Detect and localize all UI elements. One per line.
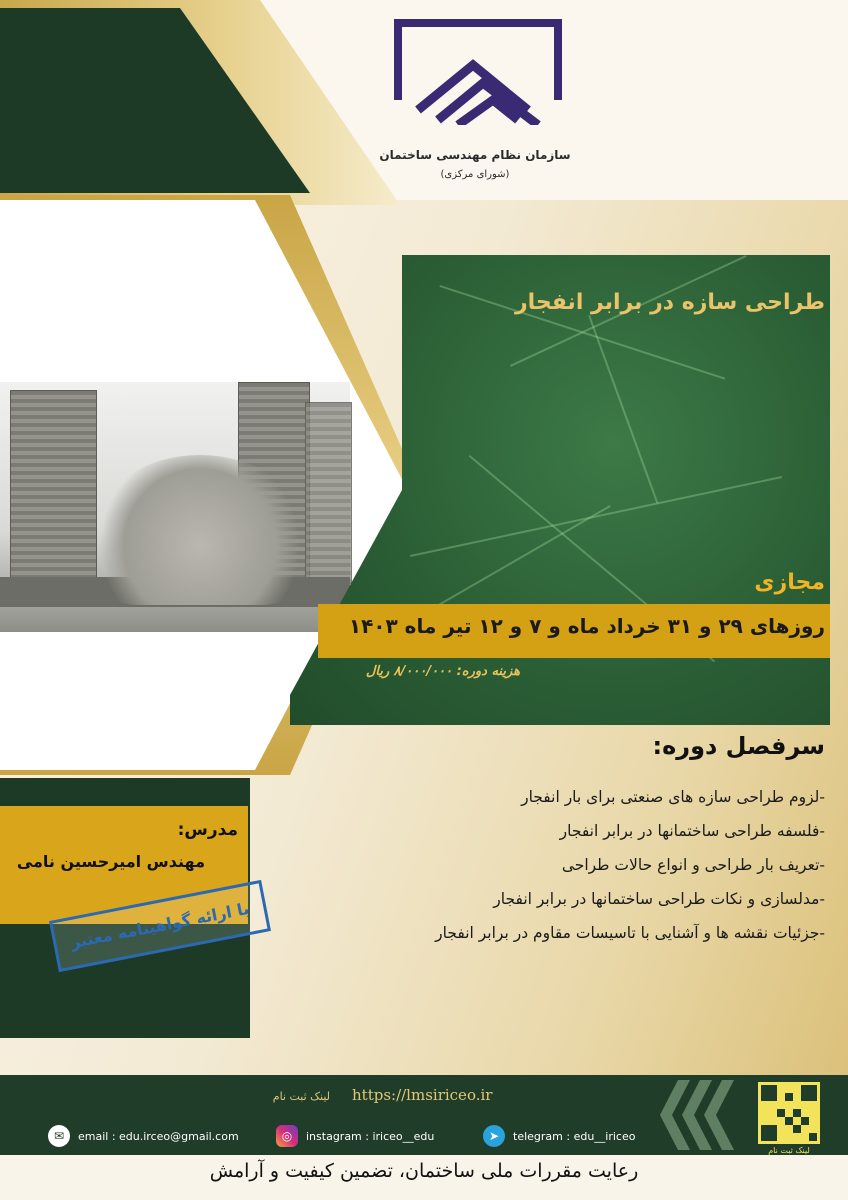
logo-icon	[388, 15, 568, 125]
certificate-stamp: با ارائه گواهینامه معتبر	[49, 880, 271, 972]
telegram-text: telegram : edu__iriceo	[513, 1129, 636, 1143]
instagram-icon: ◎	[276, 1125, 298, 1147]
email-contact[interactable]	[48, 1124, 239, 1148]
course-mode: مجازی	[754, 570, 825, 595]
chevron-icon	[660, 1080, 740, 1150]
email-icon: ✉	[48, 1125, 70, 1147]
syllabus-list	[300, 780, 825, 950]
syllabus-item: -جزئیات نقشه ها و آشنایی با تاسیسات مقاوم در برابر انفجار	[435, 924, 825, 942]
organization-subtitle: (شورای مرکزی)	[440, 169, 510, 180]
qr-code-icon[interactable]	[758, 1082, 820, 1144]
registration-label: لینک ثبت نام	[272, 1090, 330, 1103]
syllabus-item: -فلسفه طراحی ساختمانها در برابر انفجار	[559, 822, 825, 840]
email-text: email : edu.irceo@gmail.com	[78, 1129, 239, 1143]
instagram-text: instagram : iriceo__edu	[306, 1129, 435, 1143]
qr-label: لینک ثبت نام	[768, 1146, 810, 1155]
registration-link[interactable]: https://lmsiriceo.ir	[352, 1086, 493, 1104]
telegram-icon: ➤	[483, 1125, 505, 1147]
organization-name: سازمان نظام مهندسی ساختمان	[379, 148, 571, 162]
syllabus-title: سرفصل دوره:	[652, 732, 825, 760]
side-building	[305, 402, 352, 584]
teacher-name: مهندس امیرحسین نامی	[16, 852, 205, 871]
slogan: رعایت مقررات ملی ساختمان، تضمین کیفیت و آرامش	[209, 1160, 639, 1182]
course-fee: هزینه دوره: ۸/۰۰۰/۰۰۰ ریال	[365, 664, 520, 679]
dust-cloud	[95, 455, 305, 605]
course-dates: روزهای ۲۹ و ۳۱ خرداد ماه و ۷ و ۱۲ تیر ماه ۱۴۰۳	[348, 614, 825, 638]
course-title: طراحی سازه در برابر انفجار	[514, 290, 825, 315]
teacher-label: مدرس:	[177, 820, 238, 840]
syllabus-item: -مدلسازی و نکات طراحی ساختمانها در برابر انفجار	[493, 890, 825, 908]
syllabus-item: -لزوم طراحی سازه های صنعتی برای بار انفجار	[521, 788, 825, 806]
syllabus-item: -تعریف بار طراحی و انواع حالات طراحی	[561, 856, 825, 874]
telegram-contact[interactable]	[483, 1124, 635, 1148]
instagram-contact[interactable]	[276, 1124, 434, 1148]
left-tower	[10, 390, 97, 592]
